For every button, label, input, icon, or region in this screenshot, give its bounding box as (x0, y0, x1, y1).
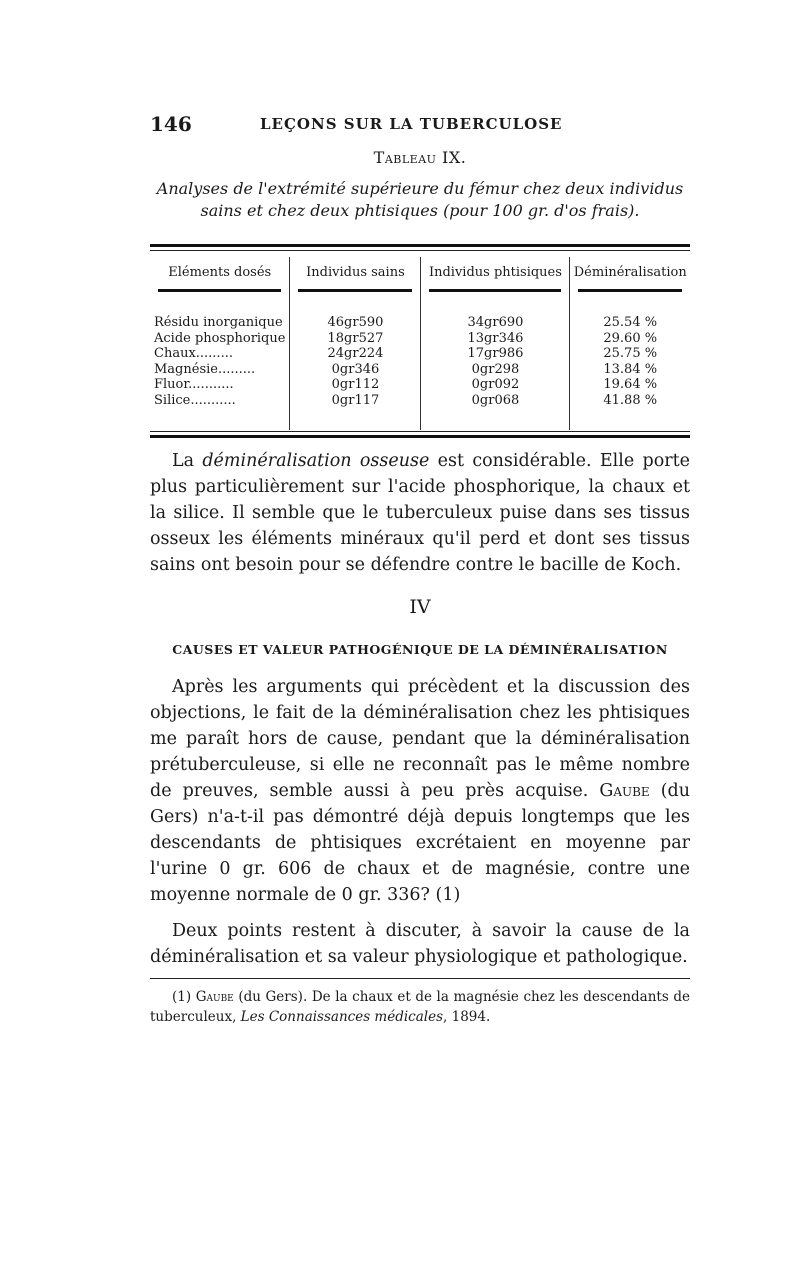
footnote-marker: (1) (172, 989, 196, 1005)
paragraph-demineralisation (150, 448, 690, 578)
cell-element: Chaux......... (154, 346, 233, 361)
emphasis-term: déminéralisation osseuse (202, 451, 430, 471)
author-name: Gaube (599, 781, 650, 801)
cell-phtisiques: 17gr986 (421, 346, 570, 362)
cell-phtisiques: 0gr298 (421, 362, 570, 378)
cell-demin: 41.88 % (570, 393, 690, 409)
footnote-text: (du Gers). De la chaux et de la magnésie chez les descendants de tuberculeux, (150, 989, 690, 1025)
paragraph-after: (du Gers) n'a-t-il pas démontré déjà depuis longtemps que les descendants de phtisiques excrétaient en moyenne par l'urine 0 gr. 606 de chaux et de magnésie, contre une moyenne normale de 0 gr. 336? (1) (150, 781, 690, 905)
cell-sains: 24gr224 (290, 346, 421, 362)
table-row (150, 315, 690, 331)
footnote-end: , 1894. (443, 1009, 491, 1025)
paragraph-before: Après les arguments qui précèdent et la discussion des objections, le fait de la déminéralisation chez les phtisiques me paraît hors de cause, pendant que la déminéralisation prétuberculeuse, si elle ne reconnaît pas le même nombre de preuves, semble aussi à peu près acquise. (150, 677, 690, 801)
table-row (150, 377, 690, 393)
running-title: LEÇONS SUR LA TUBERCULOSE (260, 115, 563, 133)
section-title: CAUSES ET VALEUR PATHOGÉNIQUE DE LA DÉMINÉRALISATION (172, 642, 668, 657)
page-number: 146 (150, 112, 192, 136)
table-bottom-rule (150, 435, 690, 438)
footnote-rule (150, 978, 690, 979)
cell-phtisiques: 34gr690 (421, 315, 570, 331)
cell-phtisiques: 0gr092 (421, 377, 570, 393)
column-header: Déminéralisation (570, 257, 690, 287)
cell-element: Résidu inorganique (154, 315, 283, 330)
cell-demin: 19.64 % (570, 377, 690, 393)
paragraph-points: Deux points restent à discuter, à savoir la cause de la déminéralisation et sa valeur physiologique et pathologique. (150, 921, 690, 967)
cell-sains: 0gr346 (290, 362, 421, 378)
column-header: Individus sains (290, 257, 421, 287)
table-row (150, 362, 690, 378)
footnote (150, 987, 690, 1027)
paragraph-arguments (150, 674, 690, 908)
column-header: Individus phtisiques (421, 257, 570, 287)
running-head (150, 112, 690, 136)
table-row (150, 331, 690, 347)
cell-demin: 25.75 % (570, 346, 690, 362)
table-caption: Analyses de l'extrémité supérieure du fémur chez deux individus sains et chez deux phtisiques (pour 100 gr. d'os frais). (156, 179, 684, 220)
cell-element: Magnésie......... (154, 361, 256, 377)
cell-sains: 0gr112 (290, 377, 421, 393)
cell-phtisiques: 0gr068 (421, 393, 570, 409)
paragraph-lead: La (172, 451, 203, 471)
column-header: Eléments dosés (168, 264, 272, 280)
table-bottom-rule-thin (150, 431, 690, 432)
cell-element: Fluor........... (154, 377, 234, 392)
cell-element: Acide phosphorique (154, 330, 286, 346)
analysis-table (150, 257, 690, 430)
table-top-rule-thin (150, 250, 690, 251)
cell-demin: 13.84 % (570, 362, 690, 378)
table-header-row (150, 257, 690, 287)
table-top-rule (150, 244, 690, 247)
footnote-author: Gaube (195, 989, 234, 1005)
table-label: Tableau IX. (373, 148, 467, 167)
cell-sains: 18gr527 (290, 331, 421, 347)
footnote-journal: Les Connaissances médicales (240, 1009, 444, 1025)
table-row (150, 346, 690, 362)
cell-sains: 0gr117 (290, 393, 421, 409)
section-number: IV (409, 596, 431, 618)
cell-demin: 25.54 % (570, 315, 690, 331)
cell-sains: 46gr590 (290, 315, 421, 331)
cell-demin: 29.60 % (570, 331, 690, 347)
table-row (150, 393, 690, 409)
cell-element: Silice........... (154, 392, 236, 408)
cell-phtisiques: 13gr346 (421, 331, 570, 347)
paragraph-rest: est considérable. Elle porte plus particulièrement sur l'acide phosphorique, la chaux et la silice. Il semble que le tuberculeux puise dans ses tissus osseux les éléments minéraux qu'il perd et dont ses tissus sains ont besoin pour se défendre contre le bacille de Koch. (150, 451, 690, 575)
